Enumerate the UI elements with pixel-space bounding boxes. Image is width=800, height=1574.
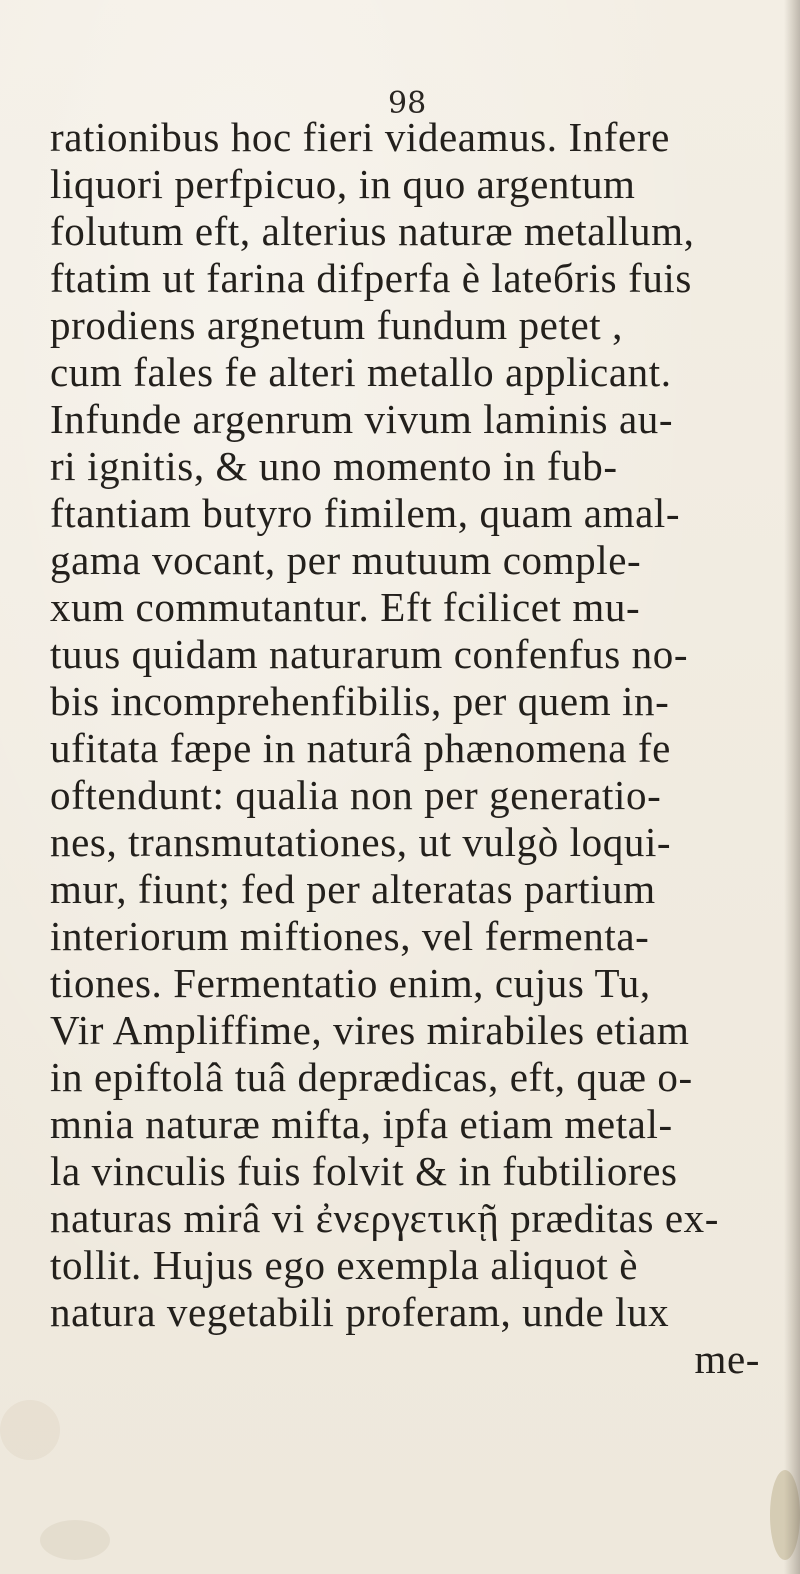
text-line: Vir Ampliffime, vires mirabiles etiam — [50, 1007, 690, 1053]
text-line: tuus quidam naturarum confenfus no- — [50, 631, 689, 677]
text-line: ftantiam butyro fimilem, quam amal- — [50, 490, 681, 536]
text-line: bis incomprehenfibilis, per quem in- — [50, 678, 670, 724]
text-line: tiones. Fermentatio enim, cujus Tu, — [50, 960, 651, 1006]
catchword: me- — [694, 1336, 760, 1382]
text-line: cum fales fe alteri metallo applicant. — [50, 349, 672, 395]
text-line: liquori perfpicuo, in quo argentum — [50, 161, 636, 207]
page-edge-shadow — [784, 0, 800, 1574]
text-line: mur, fiunt; fed per alteratas partium — [50, 866, 656, 912]
text-line: tollit. Hujus ego exempla aliquot è — [50, 1242, 639, 1288]
text-line: rationibus hoc fieri videamus. Infere — [50, 114, 670, 160]
body-text — [50, 114, 770, 1383]
text-line: in epiftolâ tuâ deprædicas, eft, quæ o- — [50, 1054, 693, 1100]
text-line: Infunde argenrum vivum laminis au- — [50, 396, 674, 442]
paper-stain — [40, 1520, 110, 1560]
text-line: naturas mirâ vi ἐνεργετικῇ præditas ex- — [50, 1195, 720, 1241]
text-line: nes, transmutationes, ut vulgò loqui- — [50, 819, 672, 865]
text-line: la vinculis fuis folvit & in fubtiliores — [50, 1148, 678, 1194]
text-line: mnia naturæ mifta, ipfa etiam metal- — [50, 1101, 673, 1147]
text-line: oftendunt: qualia non per generatio- — [50, 772, 662, 818]
text-line: interiorum miftiones, vel fermenta- — [50, 913, 650, 959]
text-line: folutum eft, alterius naturæ metallum, — [50, 208, 695, 254]
text-line: prodiens argnetum fundum petet , — [50, 302, 623, 348]
text-line: natura vegetabili proferam, unde lux — [50, 1289, 670, 1335]
page-number: 98 — [388, 86, 427, 121]
text-line: ri ignitis, & uno momento in fub- — [50, 443, 618, 489]
paper-stain — [0, 1400, 60, 1460]
text-line: gama vocant, per mutuum comple- — [50, 537, 642, 583]
text-line: xum commutantur. Eft fcilicet mu- — [50, 584, 641, 630]
text-line: ftatim ut farina difperfa è lateбris fuis — [50, 255, 692, 301]
text-line: ufitata fæpe in naturâ phænomena fe — [50, 725, 671, 771]
